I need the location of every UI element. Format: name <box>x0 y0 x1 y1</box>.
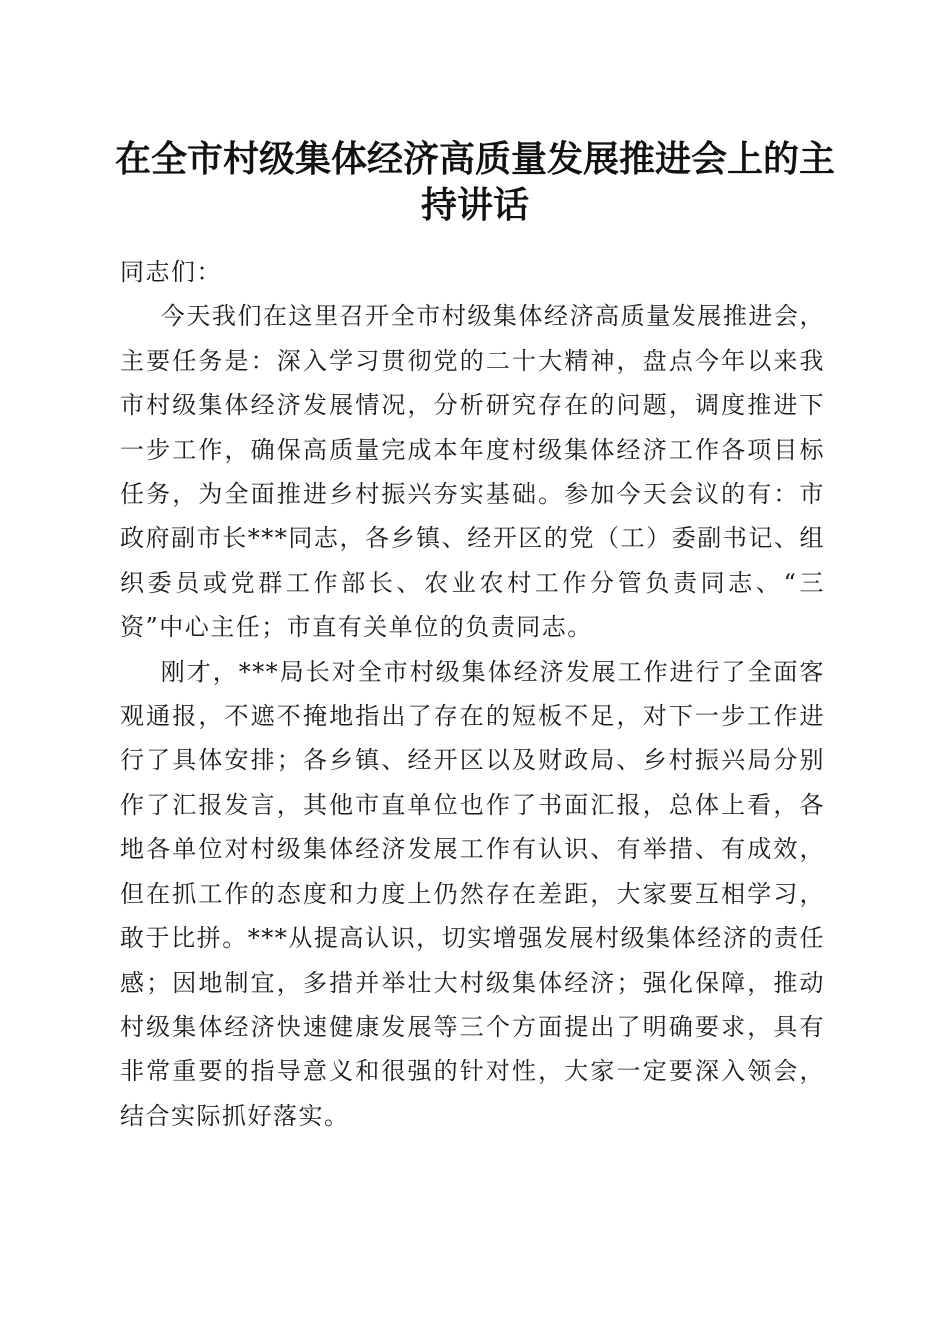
paragraph-1: 今天我们在这里召开全市村级集体经济高质量发展推进会，主要任务是：深入学习贯彻党的二十大精神，盘点今年以来我市村级集体经济发展情况，分析研究存在的问题，调度推进下一步工作，确保高质量完成本年度村级集体经济工作各项目标任务，为全面推进乡村振兴夯实基础。参加今天会议的有：市政府副市长***同志，各乡镇、经开区的党（工）委副书记、组织委员或党群工作部长、农业农村工作分管负责同志、“三资”中心主任；市直有关单位的负责同志。 <box>120 302 825 642</box>
document-title: 在全市村级集体经济高质量发展推进会上的主持讲话 <box>114 138 835 226</box>
salutation: 同志们： <box>120 258 222 286</box>
document-body <box>120 250 825 1138</box>
paragraph-2: 刚才，***局长对全市村级集体经济发展工作进行了全面客观通报，不遮不掩地指出了存在的短板不足，对下一步工作进行了具体安排；各乡镇、经开区以及财政局、乡村振兴局分别作了汇报发言，其他市直单位也作了书面汇报，总体上看，各地各单位对村级集体经济发展工作有认识、有举措、有成效，但在抓工作的态度和力度上仍然存在差距，大家要互相学习，敢于比拼。***从提高认识，切实增强发展村级集体经济的责任感；因地制宜，多措并举壮大村级集体经济；强化保障，推动村级集体经济快速健康发展等三个方面提出了明确要求，具有非常重要的指导意义和很强的针对性，大家一定要深入领会，结合实际抓好落实。 <box>120 657 825 1130</box>
